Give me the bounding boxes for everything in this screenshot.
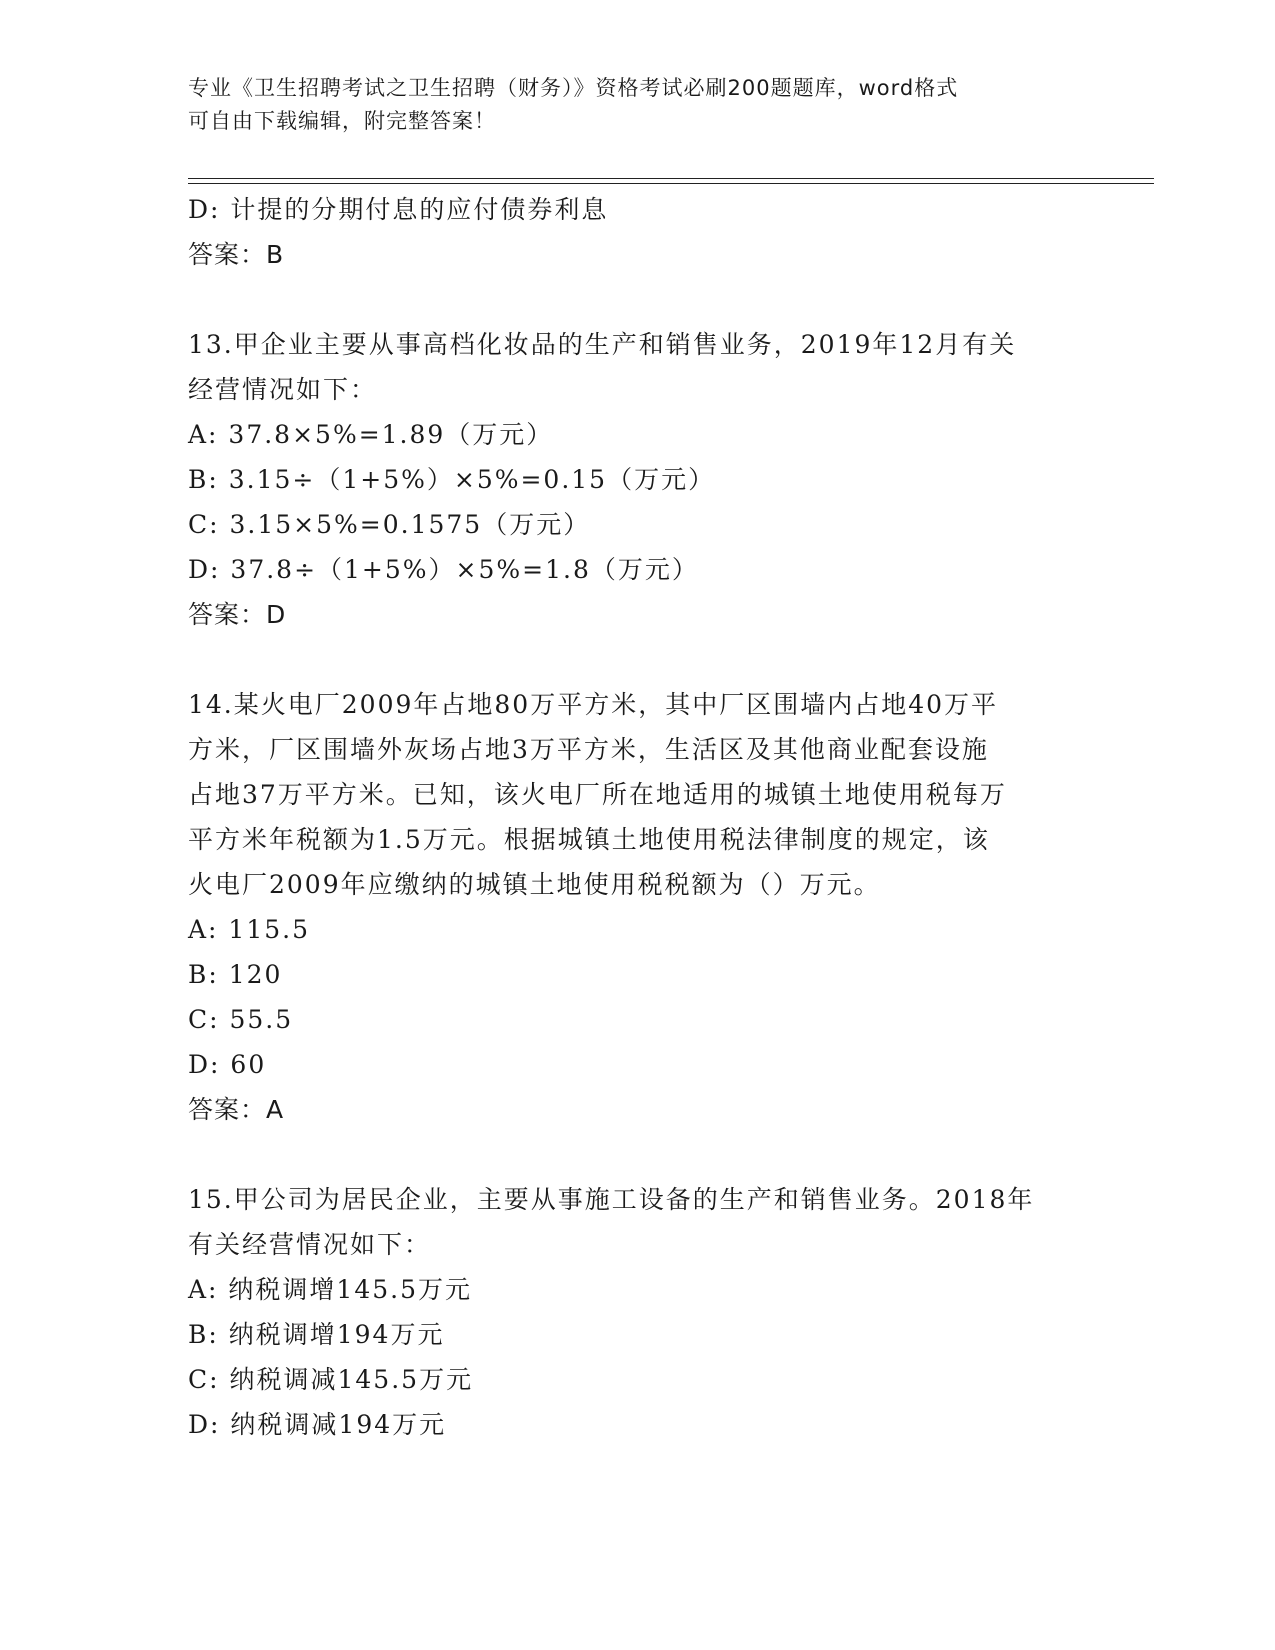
- option-d: D: 计提的分期付息的应付债券利息: [188, 195, 609, 224]
- question-stem-line: 13.甲企业主要从事高档化妆品的生产和销售业务，2019年12月有关: [188, 330, 1017, 359]
- option-a: A: 纳税调增145.5万元: [188, 1275, 472, 1304]
- option-d: D: 60: [188, 1050, 267, 1079]
- option-c: C: 55.5: [188, 1005, 294, 1034]
- answer-label: 答案：A: [188, 1095, 285, 1124]
- answer-label: 答案：D: [188, 600, 287, 629]
- option-b: B: 120: [188, 960, 283, 989]
- option-d: D: 纳税调减194万元: [188, 1410, 447, 1439]
- question-stem-line: 火电厂2009年应缴纳的城镇土地使用税税额为（）万元。: [188, 870, 881, 899]
- header-title-line-2: 可自由下载编辑，附完整答案！: [188, 109, 496, 133]
- question-block-15: [188, 1177, 1088, 1447]
- option-b: B: 3.15÷（1+5%）×5%=0.15（万元）: [188, 465, 716, 494]
- option-d: D: 37.8÷（1+5%）×5%=1.8（万元）: [188, 555, 699, 584]
- question-spacer: [188, 637, 1088, 682]
- question-block-13: [188, 322, 1088, 637]
- answer-label: 答案：B: [188, 240, 285, 269]
- option-b: B: 纳税调增194万元: [188, 1320, 445, 1349]
- option-a: A: 37.8×5%=1.89（万元）: [188, 420, 554, 449]
- header-title-line-1: 专业《卫生招聘考试之卫生招聘（财务）》资格考试必刷200题题库，word格式: [188, 76, 959, 100]
- header-divider: [188, 178, 1154, 184]
- question-block-14: [188, 682, 1088, 1132]
- question-stem-line: 有关经营情况如下：: [188, 1230, 432, 1259]
- question-list: [188, 187, 1088, 1447]
- question-stem-line: 14.某火电厂2009年占地80万平方米，其中厂区围墙内占地40万平: [188, 690, 999, 719]
- option-c: C: 3.15×5%=0.1575（万元）: [188, 510, 591, 539]
- question-stem-line: 经营情况如下：: [188, 375, 378, 404]
- option-a: A: 115.5: [188, 915, 310, 944]
- question-stem-line: 平方米年税额为1.5万元。根据城镇土地使用税法律制度的规定，该: [188, 825, 990, 854]
- question-stem-line: 方米，厂区围墙外灰场占地3万平方米，生活区及其他商业配套设施: [188, 735, 989, 764]
- question-spacer: [188, 277, 1088, 322]
- question-stem-line: 15.甲公司为居民企业，主要从事施工设备的生产和销售业务。2018年: [188, 1185, 1035, 1214]
- page-header: [188, 72, 1068, 138]
- question-spacer: [188, 1132, 1088, 1177]
- option-c: C: 纳税调减145.5万元: [188, 1365, 474, 1394]
- question-block-12: [188, 187, 1088, 277]
- question-stem-line: 占地37万平方米。已知，该火电厂所在地适用的城镇土地使用税每万: [188, 780, 1007, 809]
